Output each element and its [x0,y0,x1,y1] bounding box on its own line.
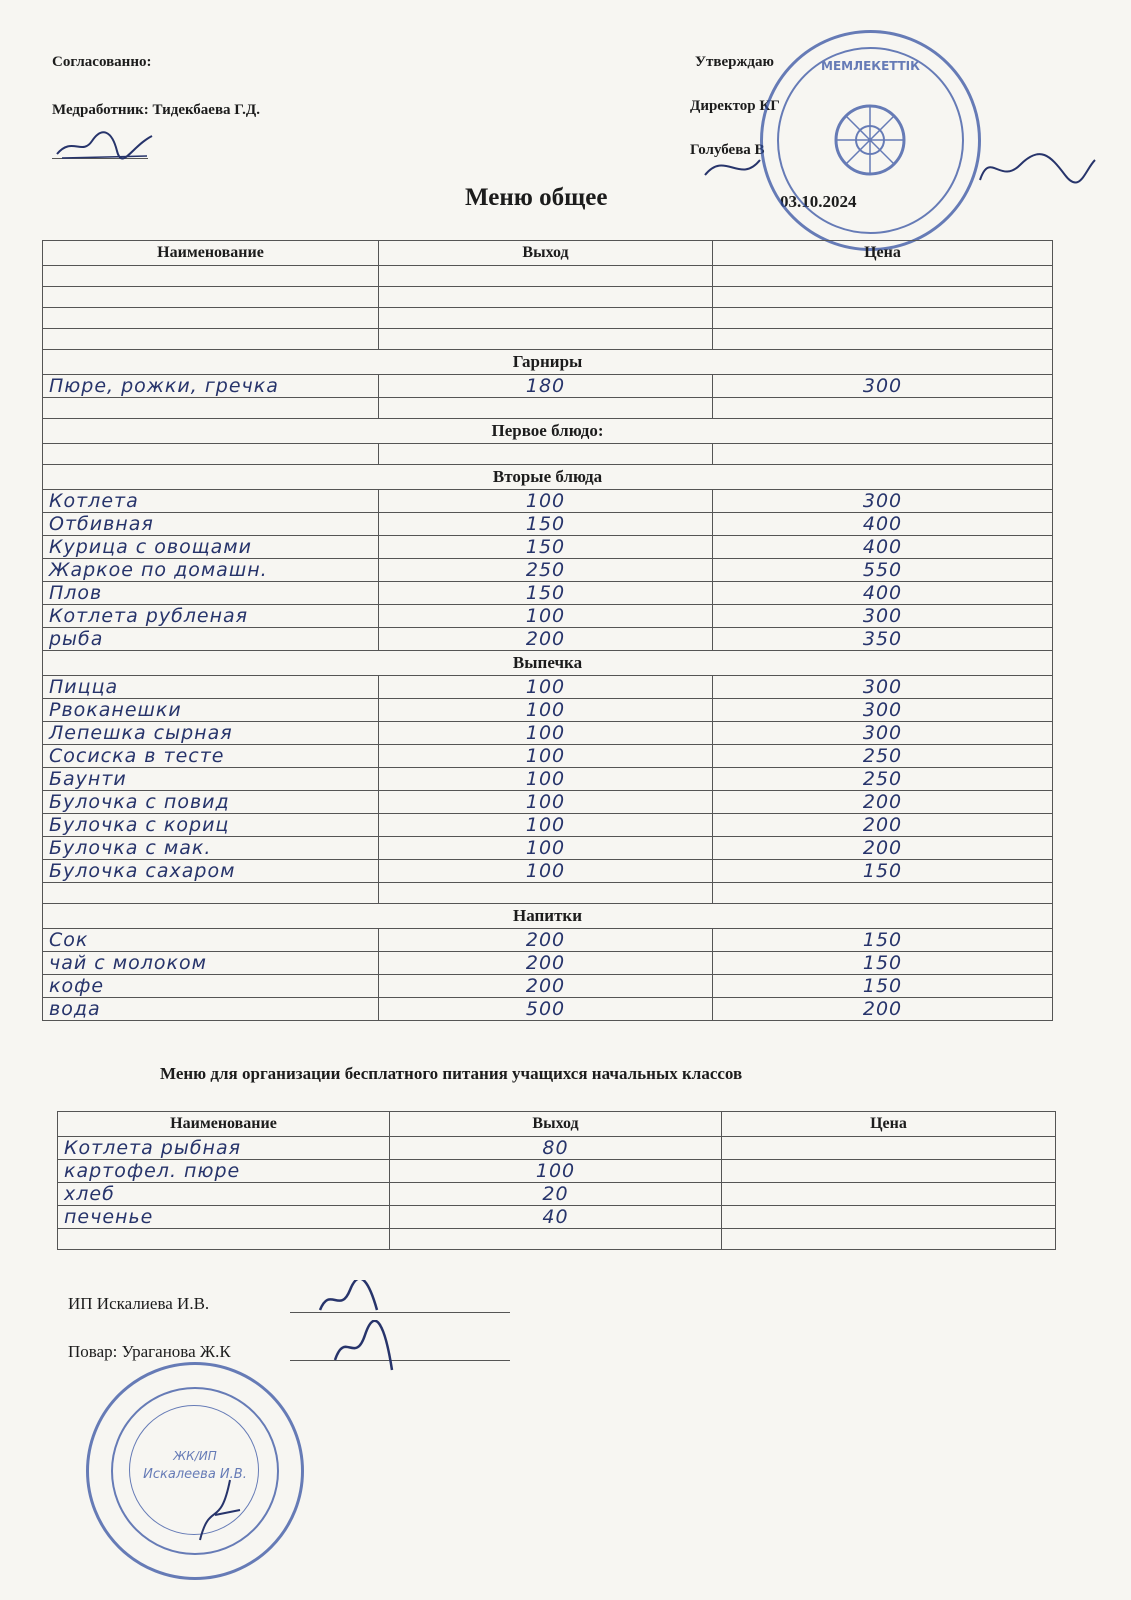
empty-cell [379,266,713,287]
item-output-cell [379,998,713,1021]
item-price: 300 [862,699,903,721]
item-price-cell [722,1183,1056,1206]
item-name-cell [43,490,379,513]
item-output-cell [379,676,713,699]
section-row [43,419,1053,444]
table-row [43,628,1053,651]
item-output-cell [379,444,713,465]
item-price: 150 [862,975,903,997]
item-price: 300 [862,490,903,512]
item-price-cell [713,975,1053,998]
item-output-cell [379,814,713,837]
item-name-cell [43,676,379,699]
item-name-cell [43,837,379,860]
item-price: 200 [862,998,903,1020]
item-name: рыба [49,628,104,650]
item-output: 250 [525,559,566,581]
item-name-cell [43,513,379,536]
item-price: 400 [862,582,903,604]
item-name-cell [43,444,379,465]
item-name-cell [43,699,379,722]
free-menu-title: Меню для организации бесплатного питания учащихся начальных классов [160,1064,743,1083]
item-name: Котлета рубленая [49,605,249,627]
item-price-cell [713,490,1053,513]
item-price-cell [722,1229,1056,1250]
item-output-cell [379,375,713,398]
cook-signature-line [290,1360,510,1361]
item-name: кофе [49,975,105,997]
item-output-cell [390,1160,722,1183]
table-row [43,975,1053,998]
cook-signature-icon [330,1320,400,1380]
item-output: 150 [525,536,566,558]
table-row [58,1183,1056,1206]
item-price: 400 [862,513,903,535]
item-name-cell [43,582,379,605]
item-name: картофел. пюре [64,1160,241,1182]
item-price: 200 [862,791,903,813]
item-output: 100 [525,860,566,882]
item-price-cell [713,745,1053,768]
table-row [43,398,1053,419]
item-price-cell [713,444,1053,465]
item-output-cell [379,513,713,536]
table-row [43,536,1053,559]
item-name-cell [43,536,379,559]
item-output: 100 [525,791,566,813]
item-output-cell [379,745,713,768]
item-name: Баунти [49,768,127,790]
item-price-cell [722,1137,1056,1160]
item-name-cell [43,559,379,582]
empty-row [43,287,1053,308]
item-name: вода [49,998,101,1020]
item-name-cell [43,745,379,768]
item-output-cell [379,559,713,582]
empty-row [43,308,1053,329]
table-row [43,699,1053,722]
empty-cell [379,308,713,329]
table-row [43,814,1053,837]
item-price-cell [713,952,1053,975]
item-output: 100 [525,768,566,790]
empty-cell [713,329,1053,350]
item-price: 550 [862,559,903,581]
seal-stamp: МЕМЛЕКЕТТІК [760,30,981,251]
item-output: 80 [542,1137,569,1159]
item-price-cell [713,814,1053,837]
item-name-cell [43,628,379,651]
item-name: печенье [64,1206,154,1228]
item-name-cell [43,998,379,1021]
item-output-cell [379,791,713,814]
item-price-cell [713,605,1053,628]
empty-cell [379,329,713,350]
item-price-cell [722,1206,1056,1229]
empty-cell [713,287,1053,308]
item-output: 100 [535,1160,576,1182]
item-output: 100 [525,837,566,859]
item-name-cell [43,722,379,745]
table-row [43,883,1053,904]
item-price: 150 [862,929,903,951]
item-name-cell [43,398,379,419]
item-output-cell [379,699,713,722]
column-header: Наименование [43,241,379,266]
approve-label: Утверждаю [695,54,774,70]
table-row [43,860,1053,883]
table-row [43,375,1053,398]
item-name-cell [58,1229,390,1250]
section-row [43,904,1053,929]
item-price-cell [713,699,1053,722]
free-menu-table [57,1111,1056,1250]
director-signature-icon [700,140,1100,200]
item-price-cell [713,559,1053,582]
item-price-cell [713,883,1053,904]
section-title: Гарниры [43,350,1053,375]
ip-round-stamp: ЖК/ИП Искалеева И.В. [86,1362,304,1580]
item-output-cell [379,398,713,419]
table-header-row [43,241,1053,266]
item-price-cell [713,791,1053,814]
item-price-cell [713,582,1053,605]
item-output: 200 [525,929,566,951]
agreed-label: Согласованно: [52,54,152,70]
item-name: Лепешка сырная [49,722,233,744]
item-name-cell [43,929,379,952]
item-name: Булочка с кориц [49,814,230,836]
item-name: хлеб [64,1183,115,1205]
item-output: 100 [525,490,566,512]
item-name: Сок [49,929,89,951]
item-name: Рвоканешки [49,699,182,721]
item-price-cell [713,768,1053,791]
page-title: Меню общее [465,184,608,211]
item-output: 40 [542,1206,569,1228]
empty-cell [43,329,379,350]
item-output: 100 [525,722,566,744]
item-output: 500 [525,998,566,1020]
item-output-cell [379,768,713,791]
empty-cell [43,266,379,287]
item-output-cell [379,975,713,998]
item-price: 400 [862,536,903,558]
item-name: Булочка с мак. [49,837,212,859]
table-row [43,745,1053,768]
item-output-cell [379,582,713,605]
item-price-cell [713,676,1053,699]
item-name: Курица с овощами [49,536,252,558]
section-title: Напитки [43,904,1053,929]
item-name: Сосиска в тесте [49,745,225,767]
medic-label: Медработник: Тидекбаева Г.Д. [52,102,260,118]
ip-signature-icon [315,1280,385,1320]
item-price-cell [713,722,1053,745]
stamp-signature-icon [190,1470,250,1550]
item-output-cell [379,628,713,651]
item-output: 200 [525,975,566,997]
item-output-cell [379,722,713,745]
empty-cell [713,308,1053,329]
item-name: чай с молоком [49,952,207,974]
item-output: 150 [525,582,566,604]
item-output-cell [379,952,713,975]
item-name-cell [43,860,379,883]
item-price: 300 [862,375,903,397]
item-name-cell [43,952,379,975]
item-name-cell [43,975,379,998]
item-price-cell [713,375,1053,398]
table-header-row [58,1112,1056,1137]
item-name: Булочка с повид [49,791,230,813]
medic-signature-icon [52,126,162,162]
table-row [43,929,1053,952]
column-header: Наименование [58,1112,390,1137]
table-row [43,768,1053,791]
column-header: Выход [390,1112,722,1137]
table-row [58,1160,1056,1183]
item-name-cell [43,768,379,791]
item-output: 100 [525,605,566,627]
item-name: Плов [49,582,103,604]
table-row [58,1206,1056,1229]
table-row [43,676,1053,699]
item-name-cell [58,1160,390,1183]
item-price: 300 [862,605,903,627]
item-name-cell [58,1183,390,1206]
item-name-cell [43,883,379,904]
item-output-cell [379,605,713,628]
empty-row [43,329,1053,350]
item-name: Отбивная [49,513,154,535]
column-header: Цена [713,241,1053,266]
item-price-cell [722,1160,1056,1183]
table-row [43,791,1053,814]
empty-cell [43,287,379,308]
item-name: Котлета рыбная [64,1137,242,1159]
section-title: Первое блюдо: [43,419,1053,444]
item-output: 100 [525,745,566,767]
item-price-cell [713,513,1053,536]
item-name: Пицца [49,676,119,698]
item-output-cell [379,837,713,860]
item-output-cell [379,883,713,904]
table-row [58,1229,1056,1250]
item-output-cell [379,860,713,883]
column-header: Цена [722,1112,1056,1137]
item-price-cell [713,398,1053,419]
empty-cell [379,287,713,308]
item-output: 200 [525,628,566,650]
item-price: 150 [862,952,903,974]
item-price-cell [713,536,1053,559]
empty-row [43,266,1053,287]
item-output-cell [390,1206,722,1229]
table-row [43,513,1053,536]
item-price-cell [713,837,1053,860]
item-name-cell [43,814,379,837]
table-row [43,605,1053,628]
section-row [43,465,1053,490]
item-output-cell [379,490,713,513]
date-label: 03.10.2024 [780,192,857,211]
item-price: 250 [862,745,903,767]
item-output: 20 [542,1183,569,1205]
table-row [43,837,1053,860]
item-output-cell [390,1183,722,1206]
item-output: 100 [525,699,566,721]
table-row [43,444,1053,465]
item-output: 100 [525,676,566,698]
cook-label: Повар: Ураганова Ж.К [68,1342,231,1361]
item-name: Пюре, рожки, гречка [49,375,279,397]
empty-cell [713,266,1053,287]
item-price: 300 [862,722,903,744]
item-price: 200 [862,837,903,859]
item-name-cell [43,791,379,814]
director-label: Директор КГ [690,98,780,114]
table-row [43,582,1053,605]
item-price-cell [713,998,1053,1021]
section-row [43,350,1053,375]
item-name-cell [58,1137,390,1160]
table-row [43,559,1053,582]
table-row [43,998,1053,1021]
column-header: Выход [379,241,713,266]
item-output: 200 [525,952,566,974]
section-title: Выпечка [43,651,1053,676]
table-row [43,952,1053,975]
item-price: 150 [862,860,903,882]
item-output: 100 [525,814,566,836]
table-row [58,1137,1056,1160]
item-output-cell [379,536,713,559]
main-menu-table [42,240,1053,1021]
golubeva-label: Голубева В [690,142,765,158]
item-output-cell [390,1229,722,1250]
item-price-cell [713,628,1053,651]
empty-cell [43,308,379,329]
section-row [43,651,1053,676]
table-row [43,722,1053,745]
item-name: Жаркое по домашн. [49,559,268,581]
item-price: 350 [862,628,903,650]
item-output: 180 [525,375,566,397]
item-name-cell [43,605,379,628]
item-name: Булочка сахаром [49,860,236,882]
item-output: 150 [525,513,566,535]
item-name-cell [58,1206,390,1229]
item-name-cell [43,375,379,398]
item-output-cell [379,929,713,952]
item-price: 300 [862,676,903,698]
section-title: Вторые блюда [43,465,1053,490]
item-price-cell [713,860,1053,883]
table-row [43,490,1053,513]
item-price: 200 [862,814,903,836]
item-output-cell [390,1137,722,1160]
item-price-cell [713,929,1053,952]
item-name: Котлета [49,490,139,512]
ip-label: ИП Искалиева И.В. [68,1294,210,1313]
item-price: 250 [862,768,903,790]
